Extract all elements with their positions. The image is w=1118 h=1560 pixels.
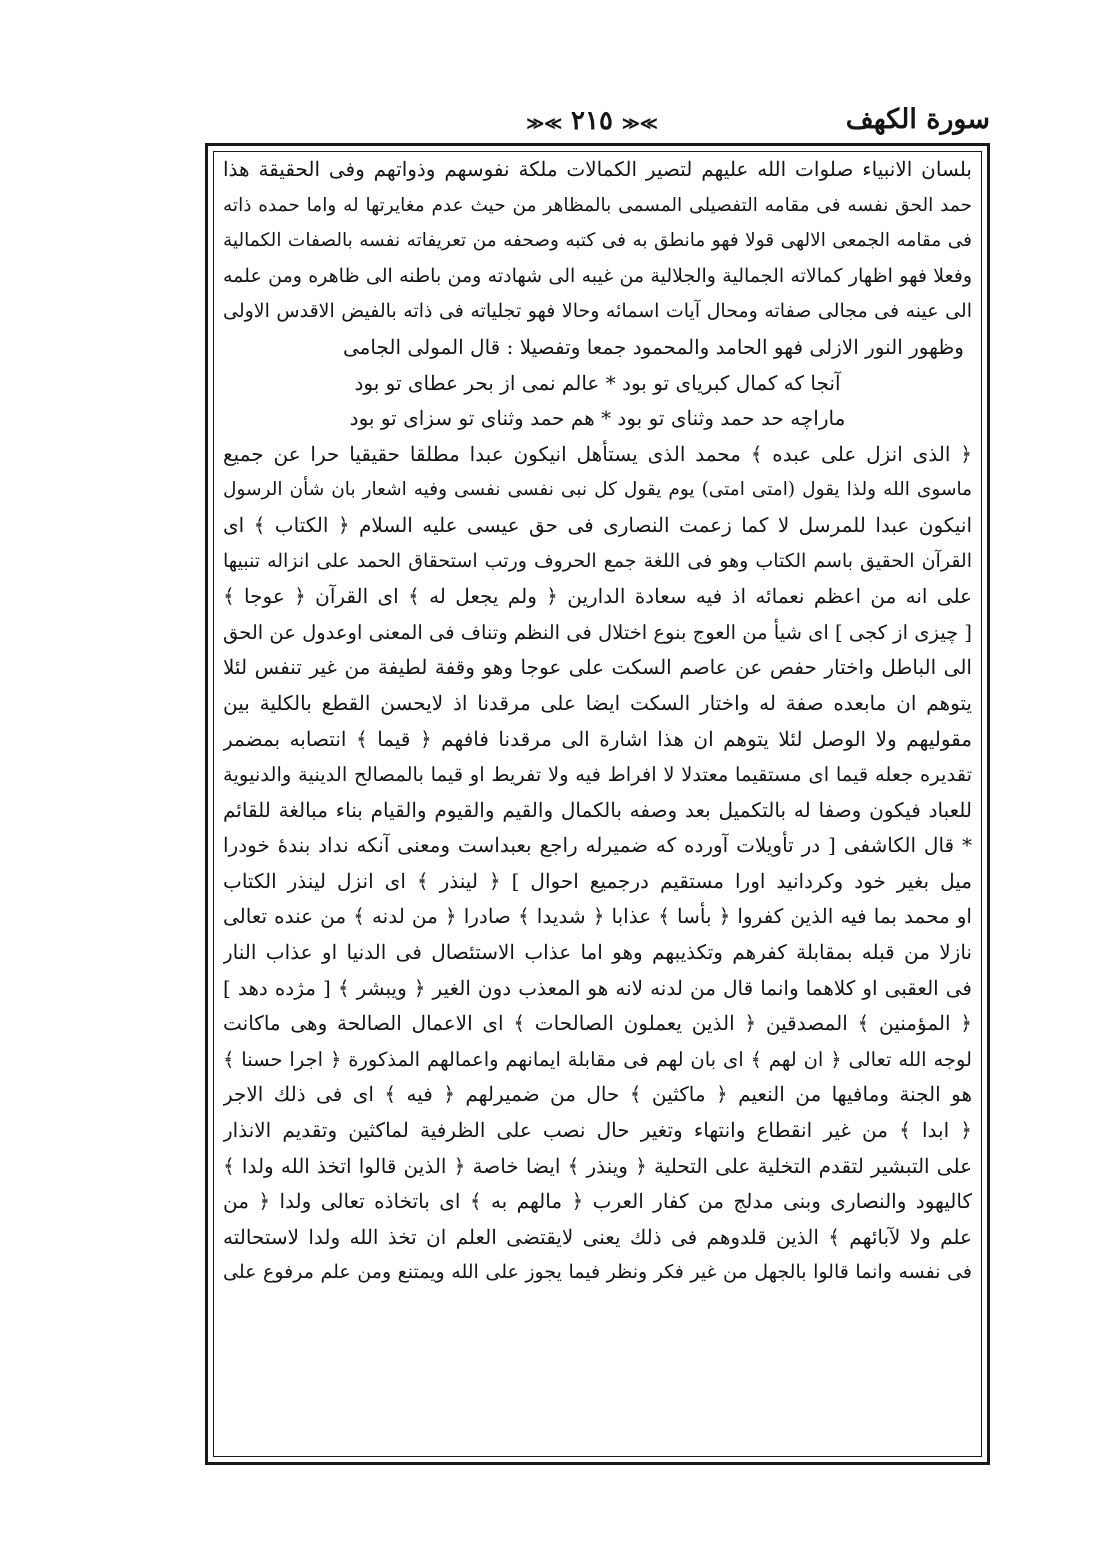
text-line: فى مقامه الجمعى الالهى قولا فهو مانطق به فى كتبه وصحفه من تعريفاته نفسه بالصفات الكمالية xyxy=(223,230,972,252)
page-number-block xyxy=(512,106,672,136)
text-line: نازلا من قبله بمقابلة كفرهم وتكذيبهم وهو اما عذاب الاستئصال فى الدنيا او عذاب النار xyxy=(223,940,972,965)
text-line: على التبشير لتقدم التخلية على التحلية ﴿ وينذر ﴾ ايضا خاصة ﴿ الذين قالوا اتخذ الله ولدا ﴾ xyxy=(223,1153,972,1178)
surah-title: سورة الكهف xyxy=(845,104,990,135)
text-line: ﴿ ابدا ﴾ من غير انقطاع وانتهاء وتغير حال نصب على الظرفية لماكثين وتقديم الانذار xyxy=(223,1118,972,1143)
text-body xyxy=(223,152,972,1291)
text-line: علم ولا لآبائهم ﴾ الذين قلدوهم فى ذلك يعنى لايقتضى العلم ان تخذ الله ولدا لاستحالته xyxy=(223,1224,972,1249)
text-line: ماسوى الله ولذا يقول (امتى امتى) يوم يقول كل نبى نفسى نفسى وفيه اشعار بان شأن الرسول xyxy=(223,479,972,501)
text-line: فى العقبى او كلاهما وانما قال من لدنه لانه هو المعذب دون الغير ﴿ ويبشر ﴾ [ مژده دهد ] xyxy=(223,975,972,1000)
text-line: وفعلا فهو اظهار كمالاته الجمالية والجلالية من غيبه الى شهادته ومن باطنه الى ظاهره ومن علمه xyxy=(223,264,972,287)
text-line: هو الجنة ومافيها من النعيم ﴿ ماكثين ﴾ حال من ضميرلهم ﴿ فيه ﴾ اى فى ذلك الاجر xyxy=(223,1082,972,1107)
text-line: وظهور النور الازلى فهو الحامد والمحمود جمعا وتفصيلا : قال المولى الجامى xyxy=(343,334,964,359)
text-line: او محمد بما فيه الذين كفروا ﴿ بأسا ﴾ عذابا ﴿ شديدا ﴾ صادرا ﴿ من لدنه ﴾ من عنده تعالى xyxy=(223,904,972,929)
text-line: الى عينه فى مجالى صفاته ومحال آيات اسمائه وحالا فهو تجلياته فى ذاته بالفيض الاقدس الاولى xyxy=(223,300,972,323)
text-line: * قال الكاشفى [ در تأويلات آورده كه ضميرله راجع بعبداست ومعنى آنكه نداد بندهٔ خودرا xyxy=(223,833,972,858)
page-header xyxy=(200,104,990,144)
text-line: فى نفسه وانما قالوا بالجهل من غير فكر ونظر فيما يجوز على الله ويمتنع ومن علم مرفوع على xyxy=(223,1261,972,1284)
text-line: بلسان الانبياء صلوات الله عليهم لتصير الكمالات ملكة نفوسهم وذواتهم وفى الحقيقة هذا xyxy=(223,157,972,181)
poem-verse: ماراچه حد حمد وثناى تو بود * هم حمد وثناى تو سزاى تو بود xyxy=(349,406,846,431)
text-line: للعباد فيكون وصفا له بالتكميل بعد وصفه بالكمال والقيم والقيوم والقيام بناء مبالغة للقائم xyxy=(223,797,972,822)
text-line: الى الباطل واختار حفص عن عاصم السكت على عوجا وهو وقفة لطيفة من غير تنفس لئلا xyxy=(223,655,972,680)
text-line: كاليهود والنصارى وبنى مدلج من كفار العرب ﴿ مالهم به ﴾ اى باتخاذه تعالى ولدا ﴿ من xyxy=(223,1189,972,1214)
text-line: يتوهم ان مابعده صفة له واختار السكت ايضا على مرقدنا اذ لايحسن القطع بالكلية بين xyxy=(223,690,972,715)
text-line: لوجه الله تعالى ﴿ ان لهم ﴾ اى بان لهم فى مقابلة ايمانهم واعمالهم المذكورة ﴿ اجرا حسنا ﴾ xyxy=(223,1047,972,1071)
page-number: ٢١٥ xyxy=(571,106,613,136)
text-line: القرآن الحقيق باسم الكتاب وهو فى اللغة جمع الحروف ورتب استحقاق الحمد على انزاله تنبيها xyxy=(223,549,972,572)
text-line: حمد الحق نفسه فى مقامه التفصيلى المسمى بالمظاهر من حيث عدم مغايرتها له واما حمده ذاته xyxy=(223,194,972,216)
text-line: ﴿ الذى انزل على عبده ﴾ محمد الذى يستأهل انيكون عبدا مطلقا حقيقيا حرا عن جميع xyxy=(223,441,972,466)
text-line: [ چيزى از كجى ] اى شيأ من العوج بنوع اختلال فى النظم وتناف فى المعنى اوعدول عن الحق xyxy=(223,620,972,644)
ornament-left: ≫≪ xyxy=(526,114,562,134)
text-line: تقديره جعله قيما اى مستقيما معتدلا لا افراط فيه ولا تفريط او قيما بالمصالح الدينية والدنيوية xyxy=(223,763,972,787)
poem-verse: آنجا كه كمال كبرياى تو بود * عالم نمى از بحر عطاى تو بود xyxy=(354,370,841,395)
text-line: انيكون عبدا للمرسل لا كما زعمت النصارى فى حق عيسى عليه السلام ﴿ الكتاب ﴾ اى xyxy=(223,512,972,537)
ornament-right: ≫≪ xyxy=(622,114,658,134)
text-line: على انه من اعظم نعمائه اذ فيه سعادة الدارين ﴿ ولم يجعل له ﴾ اى القرآن ﴿ عوجا ﴾ xyxy=(223,584,972,609)
text-line: ﴿ المؤمنين ﴾ المصدقين ﴿ الذين يعملون الصالحات ﴾ اى الاعمال الصالحة وهى ماكانت xyxy=(223,1011,972,1036)
text-line: ميل بغير خود وكردانيد اورا مستقيم درجميع احوال ] ﴿ لينذر ﴾ اى انزل لينذر الكتاب xyxy=(223,868,972,893)
text-line: مقوليهم ولا الوصل لئلا يتوهم ان هذا اشارة الى مرقدنا فافهم ﴿ قيما ﴾ انتصابه بمضمر xyxy=(223,726,972,751)
